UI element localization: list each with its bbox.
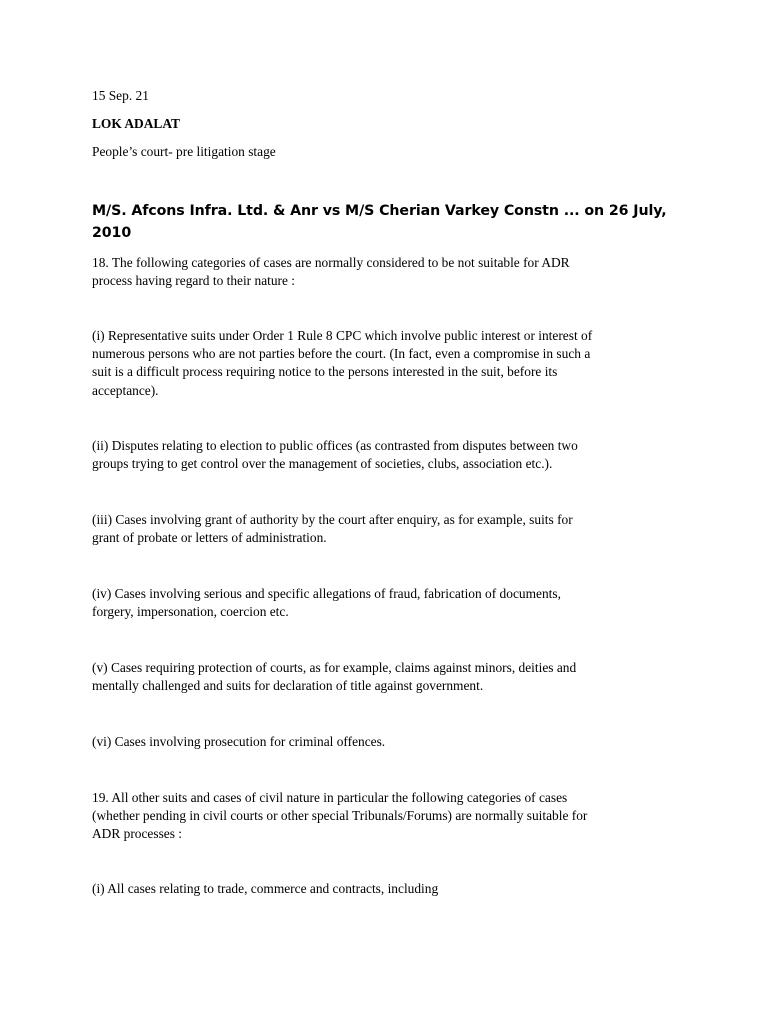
list-item-19-i — [92, 880, 682, 898]
list-item-ii — [92, 437, 682, 473]
paragraph-line: process having regard to their nature : — [92, 273, 296, 289]
paragraph-line: (vi) Cases involving prosecution for criminal offences. — [92, 734, 386, 749]
paragraph-line: (i) All cases relating to trade, commerce and contracts, including — [92, 881, 439, 896]
paragraph-line: 18. The following categories of cases are normally considered to be not suitable for ADR — [92, 255, 570, 270]
paragraph-line: forgery, impersonation, coercion etc. — [92, 604, 289, 620]
case-heading-line: 2010 — [92, 225, 132, 241]
paragraph-line: (i) Representative suits under Order 1 Rule 8 CPC which involve public interest or interest of — [92, 328, 593, 343]
paragraph-line: (iii) Cases involving grant of authority by the court after enquiry, as for example, suits for — [92, 512, 573, 527]
case-heading-line: M/S. Afcons Infra. Ltd. & Anr vs M/S Cherian Varkey Constn ... on 26 July, — [92, 203, 667, 219]
document-date: 15 Sep. 21 — [92, 88, 149, 103]
paragraph-line: (whether pending in civil courts or other special Tribunals/Forums) are normally suitable for — [92, 808, 588, 824]
paragraph-line: acceptance). — [92, 382, 159, 398]
list-item-iii — [92, 511, 682, 547]
paragraph-line: grant of probate or letters of administration. — [92, 530, 327, 546]
document-title: LOK ADALAT — [92, 116, 180, 131]
paragraph-line: numerous persons who are not parties before the court. (In fact, even a compromise in such a — [92, 346, 591, 362]
paragraph-line: (iv) Cases involving serious and specific allegations of fraud, fabrication of documents, — [92, 586, 561, 601]
list-item-iv — [92, 585, 682, 621]
list-item-vi — [92, 733, 682, 751]
case-heading — [92, 200, 692, 244]
paragraph-line: 19. All other suits and cases of civil nature in particular the following categories of cases — [92, 790, 568, 805]
paragraph-line: ADR processes : — [92, 826, 183, 842]
list-item-i — [92, 327, 682, 400]
paragraph-line: groups trying to get control over the management of societies, clubs, association etc.). — [92, 456, 553, 472]
document-subtitle: People’s court- pre litigation stage — [92, 144, 276, 159]
paragraph-line: suit is a difficult process requiring notice to the persons interested in the suit, before its — [92, 364, 558, 380]
paragraph-18 — [92, 254, 682, 290]
paragraph-line: (v) Cases requiring protection of courts, as for example, claims against minors, deities and — [92, 660, 577, 675]
paragraph-line: (ii) Disputes relating to election to public offices (as contrasted from disputes between two — [92, 438, 578, 453]
paragraph-19 — [92, 789, 682, 844]
list-item-v — [92, 659, 682, 695]
paragraph-line: mentally challenged and suits for declaration of title against government. — [92, 678, 484, 694]
